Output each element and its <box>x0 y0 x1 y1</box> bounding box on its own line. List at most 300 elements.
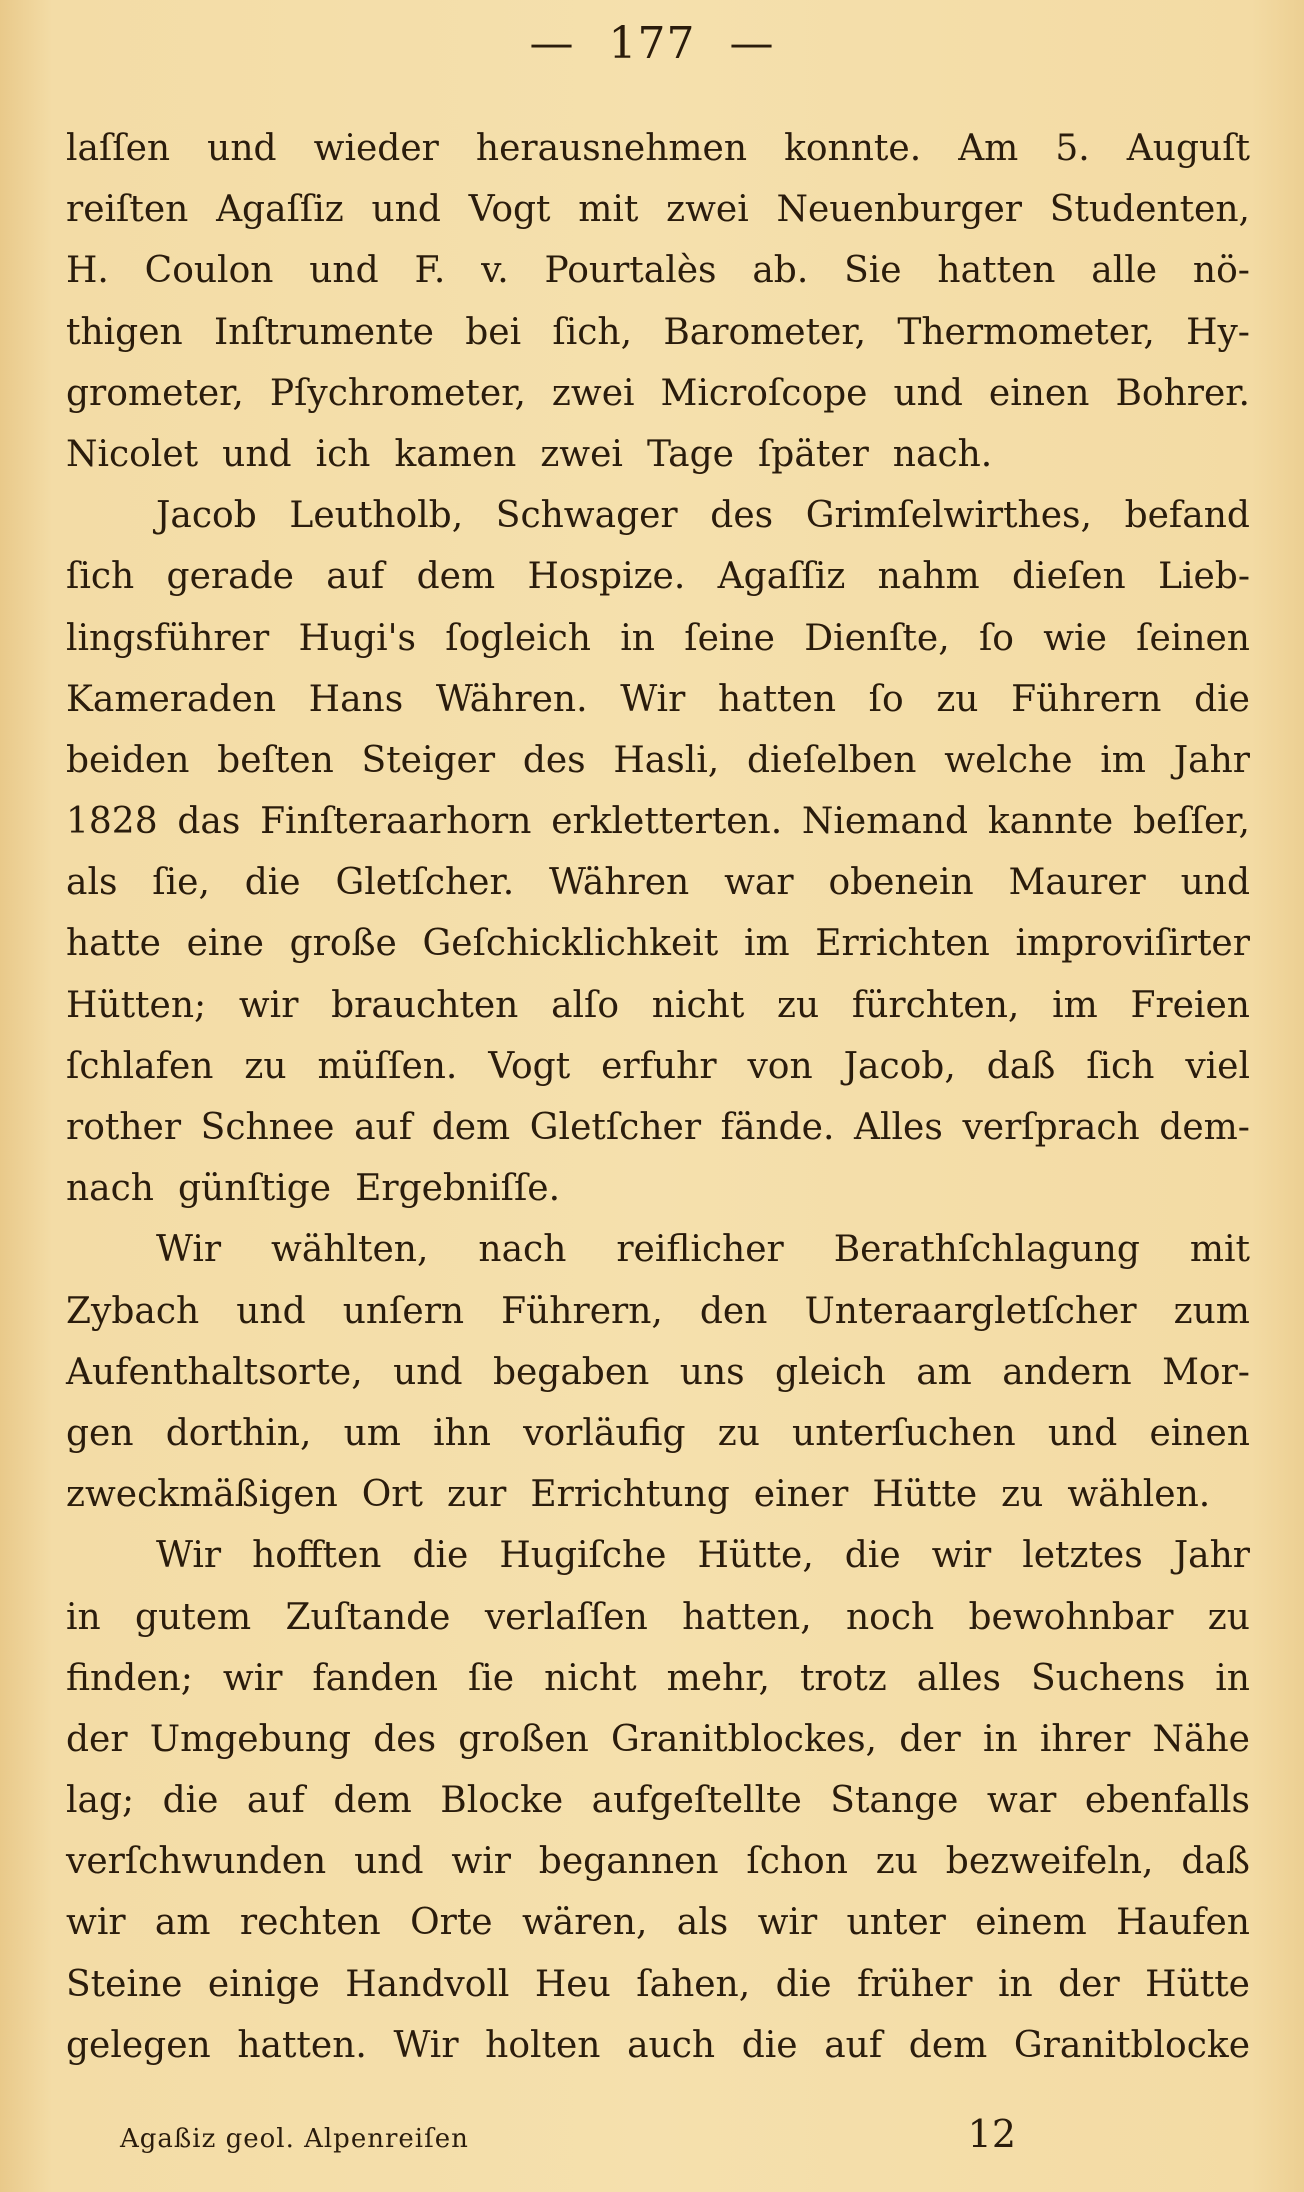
word: wir <box>238 984 299 1026</box>
text-line <box>66 975 1250 1036</box>
word: verſchwunden <box>66 1841 327 1883</box>
word: Hütte, <box>697 1535 814 1577</box>
word: hatten, <box>682 1596 812 1638</box>
header-dash-left: — <box>529 18 575 69</box>
word: einem <box>975 1902 1087 1944</box>
word: ich <box>315 433 371 475</box>
word: aufgeſtellte <box>591 1780 802 1822</box>
word: und <box>393 1351 463 1393</box>
word: wählten, <box>271 1229 429 1271</box>
word: zu <box>244 1045 287 1087</box>
word: Tage <box>646 433 734 475</box>
word: von <box>747 1045 813 1087</box>
word: mehr, <box>666 1657 770 1699</box>
word: thigen <box>66 311 183 353</box>
page-footer <box>120 2112 1016 2156</box>
word: Hütte <box>872 1474 978 1516</box>
word: zu <box>875 1841 918 1883</box>
word: uns <box>679 1351 745 1393</box>
word: Agaſſiz <box>216 189 344 231</box>
text-line <box>66 1770 1250 1831</box>
word: der <box>66 1718 128 1760</box>
word: letztes <box>1022 1535 1143 1577</box>
word: Bohrer. <box>1115 372 1250 414</box>
text-line <box>66 1954 1250 2015</box>
word: fanden <box>312 1657 438 1699</box>
word: viel <box>1185 1045 1250 1087</box>
word: Neuenburger <box>776 189 1022 231</box>
word: Steine <box>66 1963 183 2005</box>
word: war <box>986 1780 1057 1822</box>
word: Nicolet <box>66 433 199 475</box>
word: bei <box>465 311 522 353</box>
word: befand <box>1124 495 1250 537</box>
word: auf <box>246 1780 305 1822</box>
word: Pourtalès <box>544 250 717 292</box>
word: laſſen <box>66 128 171 169</box>
word: unterſuchen <box>792 1412 1016 1454</box>
word: verlaſſen <box>484 1596 648 1638</box>
word: gen <box>66 1412 134 1454</box>
word: Leutholb, <box>289 495 464 537</box>
word: hatte <box>66 923 161 965</box>
text-line <box>66 1097 1250 1158</box>
word: hatten. <box>237 2024 367 2066</box>
word: alſo <box>551 984 620 1026</box>
word: wir <box>931 1535 992 1577</box>
text-line <box>66 1036 1250 1097</box>
word: beiden <box>66 739 190 781</box>
text-line <box>66 1219 1250 1280</box>
word: um <box>343 1412 401 1454</box>
word: die <box>844 1535 901 1577</box>
word: zu <box>717 1412 760 1454</box>
word: im <box>1052 984 1098 1026</box>
word: zur <box>446 1474 507 1516</box>
word: herausnehmen <box>475 128 748 169</box>
word: rechten <box>239 1902 381 1944</box>
word: und <box>207 128 277 169</box>
word: Jahr <box>1173 739 1250 781</box>
word: die <box>162 1780 219 1822</box>
word: Umgebung <box>149 1718 352 1760</box>
word: nach <box>66 1168 154 1210</box>
word: grometer, <box>66 372 244 414</box>
word: bewohnbar <box>968 1596 1174 1638</box>
word: ebenfalls <box>1084 1780 1250 1822</box>
word: hatten <box>937 250 1056 292</box>
word: wir <box>66 1902 126 1944</box>
word: reiflicher <box>616 1229 784 1271</box>
word: als <box>676 1902 729 1944</box>
word: ſich <box>66 556 135 598</box>
word: Jahr <box>1173 1535 1250 1577</box>
word: Granitblocke <box>1013 2024 1250 2066</box>
word: hofften <box>252 1535 382 1577</box>
word: im <box>743 923 790 965</box>
word: einer <box>753 1474 849 1516</box>
word: mit <box>578 189 639 231</box>
word: Hans <box>308 678 404 720</box>
word: früher <box>857 1963 973 2005</box>
word: auf <box>824 2024 883 2066</box>
word: Hospize. <box>527 556 686 598</box>
word: Berathſchlagung <box>833 1229 1140 1271</box>
word: Ort <box>361 1474 423 1516</box>
word: im <box>1100 739 1146 781</box>
word: in <box>66 1596 101 1638</box>
word: Pſychrometer, <box>269 372 526 414</box>
word: finden; <box>66 1657 193 1699</box>
word: Hugi's <box>298 617 416 659</box>
word: wären, <box>521 1902 648 1944</box>
word: Gletſcher <box>529 1107 702 1148</box>
sheet-number: 12 <box>967 2112 1016 2156</box>
word: ſahen, <box>636 1963 751 2005</box>
word: Wir <box>156 1229 222 1271</box>
text-line <box>66 1831 1250 1892</box>
word: 5. <box>1055 128 1090 169</box>
text-line <box>66 240 1250 301</box>
word: großen <box>458 1718 589 1760</box>
word: große <box>289 923 397 965</box>
text-line <box>66 118 1250 179</box>
word: kamen <box>394 433 517 475</box>
word: ſie, <box>152 862 210 904</box>
word: des <box>710 495 774 537</box>
text-line <box>66 1709 1250 1770</box>
word: Zuſtande <box>285 1596 451 1638</box>
word: die <box>412 1535 469 1577</box>
word: am <box>916 1351 972 1393</box>
word: die <box>741 2024 798 2066</box>
word: hatten <box>717 678 837 720</box>
word: reiſten <box>66 189 189 231</box>
word: und <box>1047 1412 1118 1454</box>
word: Vogt <box>468 189 551 231</box>
word: zum <box>1173 1290 1250 1332</box>
word: einen <box>988 372 1090 414</box>
word: Inſtrumente <box>213 311 434 353</box>
word: Thermometer, <box>897 311 1155 353</box>
word: dem- <box>1159 1107 1250 1148</box>
word: wir <box>451 1841 511 1883</box>
word: Kameraden <box>66 678 277 720</box>
word: wählen. <box>1067 1474 1211 1516</box>
text-line <box>66 1403 1250 1464</box>
word: bezweifeln, <box>945 1841 1154 1883</box>
word: und <box>371 189 441 231</box>
word: andern <box>1002 1351 1132 1393</box>
word: nach <box>478 1229 567 1271</box>
word: Handvoll <box>345 1963 510 2005</box>
word: zu <box>1001 1474 1044 1516</box>
word: Maurer <box>1008 862 1146 904</box>
word: wir <box>222 1657 283 1699</box>
word: Auguſt <box>1126 128 1250 169</box>
word: Jacob, <box>843 1045 956 1087</box>
word: Microſcope <box>660 372 868 414</box>
text-line <box>66 1525 1250 1586</box>
word: und <box>893 372 963 414</box>
word: zu <box>1207 1596 1250 1638</box>
word: Geſchicklichkeit <box>422 923 719 965</box>
word: mit <box>1189 1229 1250 1271</box>
word: das <box>177 801 241 843</box>
text-line <box>66 913 1250 974</box>
word: ſo <box>978 617 1014 659</box>
word: zwei <box>540 433 623 475</box>
word: daß <box>986 1045 1056 1087</box>
word: des <box>522 739 586 781</box>
word: konnte. <box>784 128 922 169</box>
word: Orte <box>410 1902 493 1944</box>
word: Dienſte, <box>804 617 950 659</box>
word: dem <box>333 1780 412 1822</box>
word: Aufenthaltsorte, <box>66 1351 363 1393</box>
word: improviſirter <box>1015 923 1250 965</box>
word: eine <box>186 923 264 965</box>
word: brauchten <box>331 984 519 1026</box>
word: ab. <box>752 250 809 292</box>
word: gerade <box>166 556 294 598</box>
word: beſten <box>217 739 334 781</box>
word: Wir <box>393 2024 459 2066</box>
text-line <box>66 669 1250 730</box>
word: obenein <box>828 862 974 904</box>
word: dem <box>431 1107 511 1148</box>
word: Unteraargletſcher <box>804 1290 1137 1332</box>
text-line <box>66 2015 1250 2076</box>
word: nicht <box>544 1657 637 1699</box>
word: auf <box>354 1107 413 1148</box>
word: ſogleich <box>445 617 591 659</box>
word: Errichten <box>815 923 990 965</box>
word: erkletterten. <box>551 801 783 843</box>
word: ſchlafen <box>66 1045 214 1087</box>
text-line <box>66 1464 1250 1525</box>
word: ihrer <box>1039 1718 1131 1760</box>
word: Blocke <box>440 1780 564 1822</box>
word: Studenten, <box>1049 189 1250 231</box>
word: der <box>1058 1963 1120 2005</box>
word: gutem <box>135 1596 252 1638</box>
word: die <box>775 1963 832 2005</box>
word: zu <box>936 678 979 720</box>
word: war <box>724 862 794 904</box>
word: ſich, <box>552 311 633 353</box>
word: rother <box>66 1107 182 1148</box>
word: vorläufig <box>523 1412 686 1454</box>
word: Granitblockes, <box>610 1718 877 1760</box>
word: Vogt <box>488 1045 571 1087</box>
word: die <box>244 862 301 904</box>
word: Steiger <box>361 739 496 781</box>
word: kannte <box>987 801 1114 843</box>
word: Sie <box>844 250 902 292</box>
word: einen <box>1149 1412 1250 1454</box>
word: zu <box>777 984 820 1026</box>
text-line <box>66 730 1250 791</box>
word: Währen <box>549 862 690 904</box>
word: gelegen <box>66 2024 211 2066</box>
word: begannen <box>538 1841 719 1883</box>
word: Lieb- <box>1158 556 1250 598</box>
word: als <box>66 862 118 904</box>
text-line <box>66 852 1250 913</box>
word: zwei <box>551 372 635 414</box>
word: unſern <box>342 1290 465 1332</box>
word: trotz <box>799 1657 887 1699</box>
word: auf <box>326 556 385 598</box>
word: Jacob <box>156 495 257 537</box>
text-line <box>66 608 1250 669</box>
word: in <box>620 617 655 659</box>
word: Suchens <box>1031 1657 1186 1699</box>
word: fürchten, <box>851 984 1020 1026</box>
word: Haufen <box>1116 1902 1250 1944</box>
word: unter <box>846 1902 946 1944</box>
text-line <box>66 546 1250 607</box>
text-line <box>66 791 1250 852</box>
word: ſie <box>467 1657 515 1699</box>
word: in <box>997 1963 1033 2005</box>
word: und <box>354 1841 424 1883</box>
word: die <box>1194 678 1250 720</box>
word: Grimſelwirthes, <box>805 495 1092 537</box>
body-text <box>66 118 1250 2076</box>
word: verſprach <box>962 1107 1140 1148</box>
word: dieſelben <box>746 739 917 781</box>
text-line <box>66 1158 1250 1219</box>
word: holten <box>485 2024 601 2066</box>
word: ſeinen <box>1136 617 1250 659</box>
word: welche <box>944 739 1073 781</box>
word: Barometer, <box>663 311 867 353</box>
header-dash-right: — <box>729 18 775 69</box>
word: einige <box>207 1963 320 2005</box>
text-line <box>66 302 1250 363</box>
word: auch <box>627 2024 716 2066</box>
word: in <box>982 1718 1018 1760</box>
word: ihn <box>433 1412 491 1454</box>
word: dieſen <box>1012 556 1126 598</box>
word: Gletſcher. <box>335 862 515 904</box>
word: H. <box>66 250 109 292</box>
word: Heu <box>534 1963 611 2005</box>
word: Mor- <box>1162 1351 1250 1393</box>
word: Coulon <box>144 250 274 292</box>
word: v. <box>481 250 509 292</box>
word: Niemand <box>801 801 969 843</box>
text-line <box>66 363 1250 424</box>
word: Wir <box>156 1535 222 1577</box>
word: den <box>699 1290 768 1332</box>
word: Nähe <box>1152 1718 1250 1760</box>
word: am <box>154 1902 211 1944</box>
word: erfuhr <box>601 1045 717 1087</box>
word: nicht <box>651 984 745 1026</box>
word: alles <box>916 1657 1002 1699</box>
word: Agaſſiz <box>717 556 846 598</box>
text-line <box>66 485 1250 546</box>
word: nahm <box>877 556 980 598</box>
word: dem <box>416 556 496 598</box>
word: ſich <box>1086 1045 1155 1087</box>
word: F. <box>414 250 446 292</box>
word: des <box>373 1718 437 1760</box>
word: Hy- <box>1186 311 1250 353</box>
word: gleich <box>775 1351 886 1393</box>
text-line <box>66 1587 1250 1648</box>
page-number: 177 <box>608 18 696 69</box>
text-line <box>66 1892 1250 1953</box>
word: beſſer, <box>1132 801 1250 843</box>
word: und <box>309 250 379 292</box>
word: Wir <box>620 678 686 720</box>
text-line <box>66 1648 1250 1709</box>
word: Ergebniſſe. <box>355 1168 561 1210</box>
word: zwei <box>666 189 749 231</box>
signature-mark: Agaßiz geol. Alpenreiſen <box>120 2124 469 2154</box>
word: begaben <box>492 1351 650 1393</box>
text-line <box>66 424 1250 485</box>
word: ſpäter <box>757 433 869 475</box>
word: Finſteraarhorn <box>260 801 532 843</box>
word: ſchon <box>746 1841 848 1883</box>
word: daß <box>1181 1841 1250 1883</box>
word: Hütte <box>1145 1963 1250 2005</box>
word: nach. <box>892 433 993 475</box>
word: Alles <box>854 1107 943 1148</box>
text-line <box>66 1281 1250 1342</box>
word: 1828 <box>66 801 158 843</box>
word: Freien <box>1130 984 1250 1026</box>
word: und <box>236 1290 306 1332</box>
word: Zybach <box>66 1290 200 1332</box>
word: nö- <box>1192 250 1250 292</box>
word: lag; <box>66 1780 135 1822</box>
word: Führern <box>1011 678 1162 720</box>
word: dem <box>908 2024 988 2066</box>
word: noch <box>845 1596 935 1638</box>
word: Hütten; <box>66 984 207 1026</box>
word: wie <box>1043 617 1107 659</box>
word: alle <box>1091 250 1158 292</box>
word: Schwager <box>495 495 678 537</box>
word: wir <box>757 1902 818 1944</box>
word: fände. <box>720 1107 835 1148</box>
text-line <box>66 1342 1250 1403</box>
word: ſo <box>868 678 904 720</box>
word: müſſen. <box>317 1045 458 1087</box>
word: dorthin, <box>165 1412 312 1454</box>
word: Errichtung <box>530 1474 730 1516</box>
text-line <box>66 179 1250 240</box>
word: Währen. <box>435 678 588 720</box>
word: in <box>1215 1657 1250 1699</box>
word: Schnee <box>200 1107 335 1148</box>
word: lingsführer <box>66 617 270 659</box>
word: der <box>899 1718 961 1760</box>
word: Am <box>958 128 1019 169</box>
word: zweckmäßigen <box>66 1474 338 1516</box>
word: Führern, <box>501 1290 663 1332</box>
page-header <box>0 14 1304 74</box>
word: Hugiſche <box>499 1535 667 1577</box>
word: günſtige <box>178 1168 332 1210</box>
word: wieder <box>313 128 439 169</box>
